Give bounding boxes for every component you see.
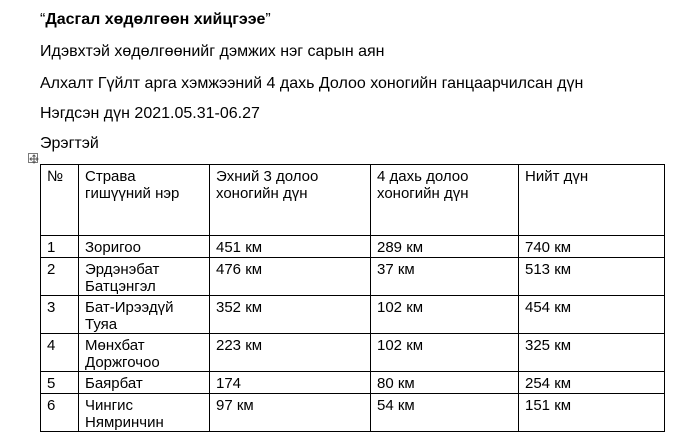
cell-number: 6 <box>41 394 79 432</box>
move-arrows-icon <box>29 154 39 164</box>
table-row <box>41 334 665 372</box>
cell-member-name: Зоригоо <box>79 236 210 258</box>
cell-member-name: Мөнхбат Доржгочоо <box>79 334 210 372</box>
cell-number: 5 <box>41 372 79 394</box>
cell-first-3-weeks: 476 км <box>210 258 371 296</box>
cell-member-name: Баярбат <box>79 372 210 394</box>
cell-number: 3 <box>41 296 79 334</box>
header-total: Нийт дүн <box>519 165 665 236</box>
header-member-name: Страва гишүүний нэр <box>79 165 210 236</box>
cell-total: 454 км <box>519 296 665 334</box>
cell-total: 325 км <box>519 334 665 372</box>
cell-first-3-weeks: 223 км <box>210 334 371 372</box>
cell-first-3-weeks: 352 км <box>210 296 371 334</box>
table-move-handle-icon[interactable] <box>28 153 38 163</box>
cell-total: 254 км <box>519 372 665 394</box>
cell-4th-week: 37 км <box>371 258 519 296</box>
cell-first-3-weeks: 97 км <box>210 394 371 432</box>
table-row <box>41 372 665 394</box>
table-row <box>41 296 665 334</box>
cell-4th-week: 102 км <box>371 296 519 334</box>
cell-number: 2 <box>41 258 79 296</box>
method-text: Алхалт Гүйлт арга хэмжээний 4 дахь Долоо хоногийн ганцаарчилсан дүн <box>40 75 584 92</box>
cell-first-3-weeks: 174 <box>210 372 371 394</box>
cell-total: 740 км <box>519 236 665 258</box>
title-text: Дасгал хөдөлгөөн хийцгээе <box>45 11 266 28</box>
cell-4th-week: 102 км <box>371 334 519 372</box>
cell-member-name: Эрдэнэбат Батцэнгэл <box>79 258 210 296</box>
header-number: № <box>41 165 79 236</box>
cell-4th-week: 54 км <box>371 394 519 432</box>
header-4th-week: 4 дахь долоо хоногийн дүн <box>371 165 519 236</box>
cell-first-3-weeks: 451 км <box>210 236 371 258</box>
table-row <box>41 236 665 258</box>
table-row <box>41 394 665 432</box>
cell-number: 1 <box>41 236 79 258</box>
title-open-quote: “ <box>40 11 46 28</box>
cell-total: 151 км <box>519 394 665 432</box>
cell-4th-week: 289 км <box>371 236 519 258</box>
document-title <box>40 10 271 30</box>
cell-number: 4 <box>41 334 79 372</box>
cell-member-name: Чингис Нямринчин <box>79 394 210 432</box>
cell-member-name: Бат-Ирээдүй Туяа <box>79 296 210 334</box>
header-first-3-weeks: Эхний 3 долоо хоногийн дүн <box>210 165 371 236</box>
date-range-text: Нэгдсэн дүн 2021.05.31-06.27 <box>40 105 260 122</box>
category-label: Эрэгтэй <box>40 135 99 152</box>
cell-total: 513 км <box>519 258 665 296</box>
results-table <box>40 164 665 432</box>
title-close-quote: ” <box>265 11 271 28</box>
cell-4th-week: 80 км <box>371 372 519 394</box>
table-row <box>41 258 665 296</box>
table-header-row <box>41 165 665 236</box>
intro-text: Идэвхтэй хөдөлгөөнийг дэмжих нэг сарын аян <box>40 43 385 60</box>
